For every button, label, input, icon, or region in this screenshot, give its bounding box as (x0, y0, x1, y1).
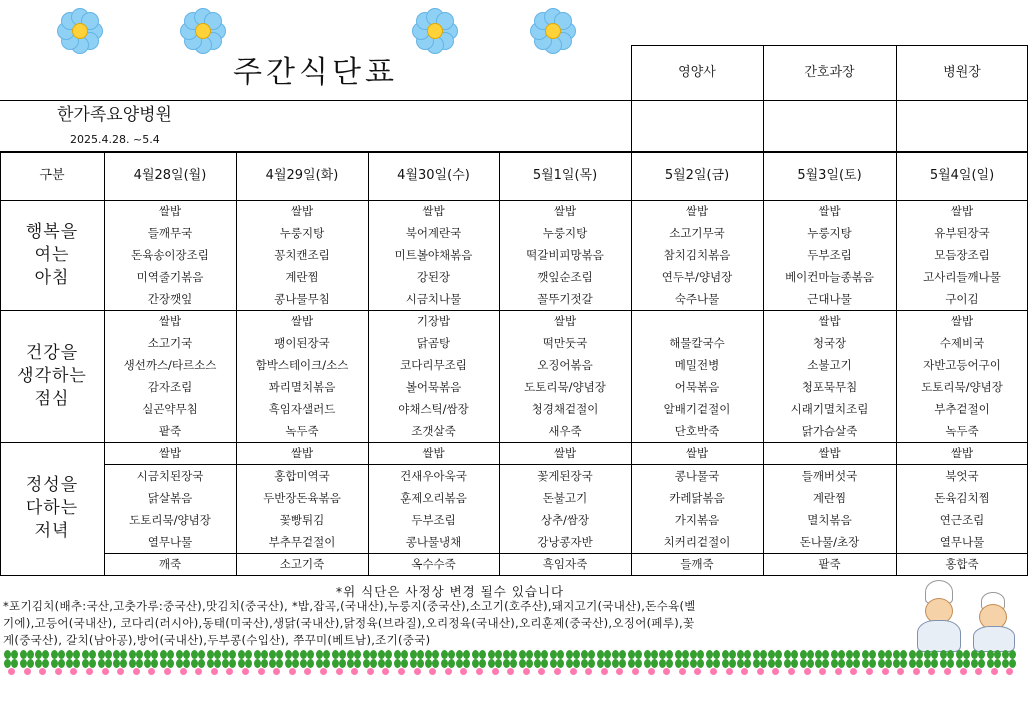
plant-icon (51, 648, 65, 676)
menu-item: 열무나물 (147, 535, 193, 549)
menu-item: 해물칼국수 (669, 336, 725, 350)
grid-line (0, 310, 1028, 311)
day-header: 5월2일(금) (664, 168, 730, 183)
menu-item: 근대나물 (807, 292, 852, 306)
menu-item: 흑임자죽 (542, 557, 588, 571)
menu-item: 미역줄기볶음 (136, 270, 204, 284)
menu-item: 닭곰탕 (416, 336, 451, 350)
plant-icon (98, 648, 112, 676)
page-title: 주간식단표 (233, 55, 398, 90)
menu-item: 닭살볶음 (147, 491, 193, 505)
plant-icon (191, 648, 205, 676)
grid-line (763, 151, 764, 575)
plant-icon (285, 648, 299, 676)
menu-item: 쌀밥 (553, 314, 577, 328)
menu-table (0, 45, 1028, 575)
plant-icon (675, 648, 689, 676)
grid-line (104, 553, 1028, 554)
menu-item: 쌀밥 (553, 446, 577, 460)
menu-item: 감자조림 (147, 380, 193, 394)
menu-item: 두부조림 (411, 513, 456, 527)
menu-item: 꽃빵튀김 (279, 513, 325, 527)
meal-label-line: 점심 (34, 388, 70, 409)
meal-label-line: 생각하는 (17, 365, 87, 386)
menu-item: 건새우아욱국 (400, 469, 467, 483)
menu-item: 쌀밥 (818, 446, 841, 460)
day-header: 5월1일(목) (532, 168, 598, 183)
menu-item: 부추무겉절이 (268, 535, 336, 549)
menu-item: 팥죽 (818, 557, 841, 571)
plant-icon (20, 648, 34, 676)
menu-item: 누룽지탕 (279, 226, 325, 240)
menu-item: 북엇국 (945, 469, 979, 483)
plant-icon (254, 648, 268, 676)
approval-sign-box (763, 100, 896, 151)
menu-item: 도토리묵/양념장 (524, 380, 606, 394)
menu-item: 누룽지탕 (807, 226, 852, 240)
menu-item: 옥수수죽 (411, 557, 456, 571)
grid-line (0, 575, 1028, 576)
menu-item: 치커리겉절이 (663, 535, 731, 549)
menu-item: 시래기멸치조림 (790, 402, 869, 416)
plant-icon (566, 648, 580, 676)
plant-icon (722, 648, 736, 676)
day-header: 5월3일(토) (797, 168, 862, 183)
menu-item: 두부조림 (807, 248, 852, 262)
plant-icon (706, 648, 720, 676)
plant-icon (441, 648, 455, 676)
plant-icon (363, 648, 377, 676)
menu-item: 베이컨마늘종볶음 (785, 270, 874, 284)
grid-line (499, 151, 500, 575)
menu-item: 홍합죽 (945, 557, 979, 571)
origin-line: 기에),고등어(국내산), 코다리(러시아),동태(미국산),생닭(국내산),닭정육(브라질),오리정육(국내산),오리훈제(중국산),오징어(페루),꽃 (3, 616, 695, 630)
plant-icon (269, 648, 283, 676)
menu-item: 쌀밥 (158, 314, 182, 328)
plant-icon (332, 648, 346, 676)
menu-item: 쌀밥 (158, 204, 182, 218)
menu-item: 쌀밥 (818, 204, 841, 218)
menu-item: 쌀밥 (422, 204, 445, 218)
menu-item: 쌀밥 (950, 204, 974, 218)
plant-icon (597, 648, 611, 676)
menu-item: 멸치볶음 (807, 513, 852, 527)
plant-icon (659, 648, 673, 676)
menu-item: 강낭콩자반 (537, 535, 593, 549)
meal-label-line: 다하는 (25, 498, 79, 518)
menu-item: 오징어볶음 (537, 358, 593, 372)
menu-item: 고사리들깨나물 (923, 270, 1001, 284)
menu-item: 소고기죽 (279, 557, 325, 571)
notice-text: *위 식단은 사정상 변경 될수 있습니다 (335, 584, 565, 599)
plant-icon (768, 648, 782, 676)
menu-item: 쌀밥 (422, 446, 445, 460)
day-header: 4월29일(화) (265, 168, 339, 183)
label-header: 구분 (39, 168, 65, 183)
grid-line (0, 100, 631, 101)
menu-item: 가지볶음 (674, 513, 720, 527)
plant-icon (410, 648, 424, 676)
menu-item: 쌀밥 (950, 314, 974, 328)
menu-item: 훈제오리볶음 (400, 491, 467, 505)
plant-icon (456, 648, 470, 676)
day-header: 4월28일(월) (133, 168, 207, 183)
plant-icon (800, 648, 814, 676)
menu-item: 콩나물국 (674, 469, 720, 483)
menu-item: 카레닭볶음 (669, 491, 725, 505)
menu-item: 콩나물무침 (274, 292, 330, 306)
plant-icon (784, 648, 798, 676)
menu-item: 단호박죽 (674, 424, 720, 438)
plant-icon (425, 648, 439, 676)
meal-label (0, 442, 104, 575)
plant-icon (222, 648, 236, 676)
origin-line: 게(중국산), 갈치(남아공),방어(국내산),두부콩(수입산), 쭈꾸미(베트남),조기(중국) (3, 633, 431, 647)
menu-item: 자반고등어구이 (923, 358, 1001, 372)
menu-item: 녹두죽 (945, 424, 979, 438)
plant-icon (82, 648, 96, 676)
plant-icon (956, 648, 970, 676)
plant-icon (628, 648, 642, 676)
plant-icon (4, 648, 18, 676)
menu-item: 들깨무국 (147, 226, 193, 240)
plant-icon (690, 648, 704, 676)
approval-label: 영양사 (678, 65, 716, 80)
menu-item: 떡만둣국 (542, 336, 588, 350)
plant-icon (924, 648, 938, 676)
table-top-border (0, 151, 1028, 153)
grid-line (631, 45, 632, 151)
menu-item: 쌀밥 (685, 204, 709, 218)
plant-icon (862, 648, 876, 676)
plant-icon (472, 648, 486, 676)
menu-item: 꽁치캔조림 (274, 248, 330, 262)
menu-item: 쌀밥 (950, 446, 974, 460)
plant-icon (176, 648, 190, 676)
menu-item: 쌀밥 (290, 446, 314, 460)
menu-item: 홍합미역국 (274, 469, 330, 483)
approval-sign-box (631, 100, 763, 151)
grid-line (0, 151, 1, 575)
plant-icon (971, 648, 985, 676)
menu-item: 쌀밥 (290, 314, 314, 328)
menu-item: 팽이된장국 (274, 336, 330, 350)
plant-icon (519, 648, 533, 676)
plant-icon (831, 648, 845, 676)
origin-line: *포기김치(배추:국산,고춧가루:중국산),맛김치(중국산), *밥,잡곡,(국내산),누룽지(중국산),소고기(호주산),돼지고기(국내산),돈수육(벨 (3, 599, 696, 613)
menu-item: 쌀밥 (553, 204, 577, 218)
menu-item: 조갯살죽 (411, 424, 456, 438)
menu-item: 참치김치볶음 (663, 248, 731, 262)
plant-icon (753, 648, 767, 676)
menu-item: 녹두죽 (285, 424, 319, 438)
plant-icon (207, 648, 221, 676)
origin-info (3, 598, 898, 649)
menu-item: 팥죽 (158, 424, 182, 438)
plant-icon (846, 648, 860, 676)
menu-item: 어묵볶음 (674, 380, 720, 394)
menu-item: 함박스테이크/소스 (255, 358, 349, 372)
grid-line (631, 151, 632, 575)
plant-icon (160, 648, 174, 676)
hospital-name: 한가족요양병원 (57, 105, 172, 125)
menu-item: 시금치된장국 (136, 469, 204, 483)
grid-line (763, 45, 764, 151)
menu-item: 꼴뚜기젓갈 (537, 292, 593, 306)
menu-item: 수제비국 (939, 336, 985, 350)
menu-item: 미트볼야채볶음 (394, 248, 473, 262)
grid-line (0, 200, 1028, 201)
meal-label-line: 아침 (34, 267, 70, 288)
menu-item: 연두부/양념장 (661, 270, 733, 284)
plant-icon (394, 648, 408, 676)
grid-line (896, 151, 897, 575)
plant-icon (113, 648, 127, 676)
plant-icon (488, 648, 502, 676)
menu-item: 들깨버섯국 (801, 469, 858, 483)
plant-icon (129, 648, 143, 676)
menu-item: 구이김 (945, 292, 979, 306)
menu-item: 숙주나물 (674, 292, 720, 306)
plant-icon (550, 648, 564, 676)
menu-item: 메밀전병 (674, 358, 720, 372)
approval-label: 간호과장 (804, 65, 855, 80)
approval-label: 병원장 (943, 65, 981, 80)
menu-item: 계란찜 (285, 270, 319, 284)
menu-item: 흑임자샐러드 (268, 402, 336, 416)
menu-item: 돈불고기 (542, 491, 588, 505)
meal-label-line: 저녁 (34, 521, 70, 541)
menu-item: 청포묵무침 (801, 380, 858, 394)
menu-item: 누룽지탕 (542, 226, 588, 240)
meal-label (0, 200, 104, 310)
plant-icon (1002, 648, 1016, 676)
menu-item: 청경채겉절이 (531, 402, 599, 416)
menu-item: 간장깻잎 (147, 292, 193, 306)
menu-item: 쌀밥 (290, 204, 314, 218)
menu-item: 소불고기 (807, 358, 852, 372)
meal-label-line: 정성을 (25, 475, 79, 495)
menu-period: 2025.4.28. ~5.4 (70, 133, 160, 146)
grid-line (896, 45, 897, 151)
plant-icon (238, 648, 252, 676)
menu-item (631, 310, 763, 332)
menu-item: 상추/쌈장 (540, 513, 590, 527)
menu-item: 야채스틱/쌈장 (398, 402, 469, 416)
menu-item: 꽈리멸치볶음 (268, 380, 336, 394)
menu-item: 도토리묵/양념장 (129, 513, 211, 527)
menu-item: 볼어묵볶음 (405, 380, 462, 394)
plant-icon (378, 648, 392, 676)
plant-icon (347, 648, 361, 676)
menu-item: 기장밥 (416, 314, 451, 328)
menu-item: 소고기무국 (669, 226, 725, 240)
grid-line (631, 100, 1028, 101)
plant-icon (581, 648, 595, 676)
grid-line (104, 151, 105, 575)
grid-line (368, 151, 369, 575)
chef-illustration (903, 578, 1025, 653)
menu-item: 새우죽 (548, 424, 582, 438)
menu-item: 부추겉절이 (934, 402, 990, 416)
plant-icon (940, 648, 954, 676)
menu-item: 쌀밥 (158, 446, 182, 460)
grid-line (104, 464, 1028, 465)
menu-item: 쌀밥 (818, 314, 841, 328)
grid-line (236, 151, 237, 575)
plant-icon (66, 648, 80, 676)
menu-item: 시금치나물 (405, 292, 462, 306)
menu-item: 꽃게된장국 (537, 469, 593, 483)
menu-item: 강된장 (416, 270, 451, 284)
menu-item: 돈나물/초장 (799, 535, 860, 549)
menu-item: 알배기겉절이 (663, 402, 731, 416)
plant-icon (534, 648, 548, 676)
meal-label-line: 행복을 (25, 221, 79, 242)
grid-line (0, 442, 1028, 443)
day-header: 5월4일(일) (929, 168, 995, 183)
menu-item: 닭가슴살죽 (801, 424, 858, 438)
menu-item: 콩나물냉채 (405, 535, 462, 549)
menu-item: 코다리무조림 (400, 358, 467, 372)
menu-item: 소고기국 (147, 336, 193, 350)
plant-icon (737, 648, 751, 676)
plant-border (4, 648, 1019, 682)
menu-item: 쌀밥 (685, 446, 709, 460)
day-header: 4월30일(수) (397, 168, 470, 183)
menu-item: 모듬장조림 (934, 248, 990, 262)
menu-item: 돈육송이장조림 (131, 248, 209, 262)
menu-item: 도토리묵/양념장 (921, 380, 1003, 394)
menu-item: 유부된장국 (934, 226, 990, 240)
plant-icon (503, 648, 517, 676)
plant-icon (815, 648, 829, 676)
grid-line (631, 45, 1028, 46)
menu-item: 깻잎순조림 (537, 270, 593, 284)
plant-icon (144, 648, 158, 676)
menu-item: 실곤약무침 (142, 402, 198, 416)
menu-item: 돈육김치찜 (934, 491, 990, 505)
meal-label (0, 310, 104, 442)
menu-item: 들깨죽 (680, 557, 714, 571)
plant-icon (909, 648, 923, 676)
menu-item: 두반장돈육볶음 (263, 491, 341, 505)
plant-icon (878, 648, 892, 676)
menu-item: 생선까스/타르소스 (123, 358, 217, 372)
plant-icon (612, 648, 626, 676)
menu-item: 떡갈비피망볶음 (526, 248, 604, 262)
plant-icon (300, 648, 314, 676)
menu-item: 열무나물 (939, 535, 985, 549)
meal-label-line: 여는 (34, 244, 70, 265)
plant-icon (987, 648, 1001, 676)
menu-item: 연근조림 (939, 513, 985, 527)
menu-item: 계란찜 (812, 491, 847, 505)
plant-icon (35, 648, 49, 676)
approval-sign-box (896, 100, 1028, 151)
plant-icon (316, 648, 330, 676)
meal-label-line: 건강을 (25, 342, 79, 363)
menu-item: 청국장 (812, 336, 847, 350)
menu-item: 깨죽 (158, 557, 182, 571)
plant-icon (644, 648, 658, 676)
menu-item: 북어계란국 (405, 226, 462, 240)
plant-icon (893, 648, 907, 676)
